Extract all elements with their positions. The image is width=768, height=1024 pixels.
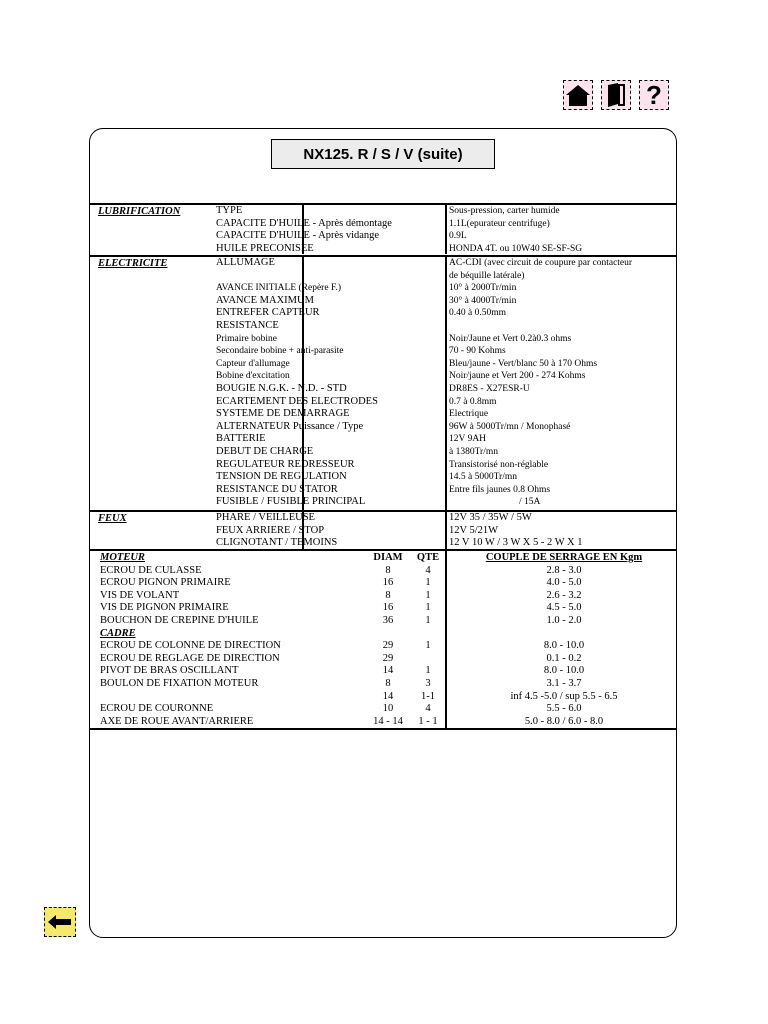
list-value: Noir/jaune et Vert 200 - 274 Kohms — [449, 371, 586, 382]
row-qte: 1 — [425, 665, 431, 677]
table-row — [90, 565, 676, 578]
list-item: BATTERIE — [216, 433, 266, 445]
row-diam: 16 — [382, 602, 394, 614]
feux-label: FEUX — [98, 513, 127, 524]
top-navigation — [563, 80, 669, 110]
section-feux — [90, 510, 676, 549]
page-title: NX125. R / S / V (suite) — [271, 139, 495, 169]
row-qte: 1 — [425, 589, 431, 601]
row-name: BOULON DE FIXATION MOTEUR — [100, 677, 259, 689]
row-couple: 4.5 - 5.0 — [546, 602, 582, 614]
table-row — [90, 615, 676, 628]
row-couple: 3.1 - 3.7 — [546, 677, 582, 689]
list-item: PHARE / VEILLEUSE — [216, 512, 315, 523]
row-couple: 8.0 - 10.0 — [543, 640, 585, 652]
table-bottom-divider — [90, 728, 676, 730]
row-diam: 29 — [382, 652, 394, 664]
list-item: ALTERNATEUR Puissance / Type — [216, 420, 364, 432]
diam-header: DIAM — [373, 552, 403, 563]
row-couple: 0.1 - 0.2 — [546, 652, 582, 664]
list-value: Noir/Jaune et Vert 0.2à0.3 ohms — [449, 333, 572, 344]
row-qte: 1 — [425, 602, 431, 614]
book-button[interactable] — [601, 80, 631, 110]
cadre-header-row — [90, 628, 676, 641]
list-item: CAPACITE D'HUILE - Après vidange — [216, 230, 380, 242]
row-name: AXE DE ROUE AVANT/ARRIERE — [100, 715, 254, 727]
feux-values — [449, 512, 675, 550]
list-value: Bleu/jaune - Vert/blanc 50 à 170 Ohms — [449, 358, 598, 369]
section-lubrification — [90, 203, 676, 254]
list-value — [449, 320, 675, 333]
list-item: TYPE — [216, 205, 243, 216]
lubrification-items — [216, 205, 446, 255]
list-value: de béquille latérale) — [449, 270, 525, 281]
list-value: 12V 35 / 35W / 5W — [449, 512, 532, 523]
list-item — [216, 270, 446, 283]
moteur-header-row — [90, 552, 676, 565]
row-couple: 8.0 - 10.0 — [543, 665, 585, 677]
back-arrow-icon — [47, 912, 73, 932]
table-row — [90, 703, 676, 716]
list-item: DEBUT DE CHARGE — [216, 445, 314, 457]
help-icon: ? — [646, 80, 662, 110]
row-name: VIS DE PIGNON PRIMAIRE — [100, 602, 229, 614]
electricite-values — [449, 257, 675, 509]
row-name: VIS DE VOLANT — [100, 589, 180, 601]
list-value: Entre fils jaunes 0.8 Ohms — [449, 484, 551, 495]
list-item: FEUX ARRIERE / STOP — [216, 524, 325, 536]
list-item: SYSTEME DE DEMARRAGE — [216, 408, 350, 420]
row-couple: 2.6 - 3.2 — [546, 589, 582, 601]
list-value: 10° à 2000Tr/min — [449, 283, 517, 294]
list-item: ECARTEMENT DES ELECTRODES — [216, 395, 378, 407]
section-moteur — [90, 549, 676, 728]
list-value: DR8ES - X27ESR-U — [449, 383, 530, 394]
electricite-label: ELECTRICITE — [98, 258, 168, 269]
row-diam: 36 — [382, 614, 394, 626]
electricite-items — [216, 257, 446, 509]
section-electricite — [90, 255, 676, 510]
list-value: 0.9L — [449, 231, 467, 242]
list-value: 70 - 90 Kohms — [449, 346, 506, 357]
row-diam: 8 — [385, 677, 391, 689]
row-name: ECROU PIGNON PRIMAIRE — [100, 577, 231, 589]
list-item: Capteur d'allumage — [216, 358, 290, 369]
row-diam: 14 — [382, 665, 394, 677]
row-qte: 1 — [425, 614, 431, 626]
list-value: 0.7 à 0.8mm — [449, 396, 497, 407]
list-item: Bobine d'excitation — [216, 371, 290, 382]
qte-header: QTE — [416, 552, 440, 563]
moteur-table — [90, 552, 676, 728]
back-button[interactable] — [44, 907, 76, 937]
table-row — [90, 716, 676, 729]
row-qte: 1 — [425, 640, 431, 652]
home-button[interactable] — [563, 80, 593, 110]
table-row — [90, 678, 676, 691]
list-item: AVANCE MAXIMUM — [216, 294, 314, 306]
list-item: HUILE PRECONISEE — [216, 242, 314, 254]
table-row — [90, 590, 676, 603]
row-name: BOUCHON DE CREPINE D'HUILE — [100, 614, 259, 626]
list-value: HONDA 4T. ou 10W40 SE-SF-SG — [449, 243, 583, 254]
row-couple: 1.0 - 2.0 — [546, 614, 582, 626]
list-value: 12V 5/21W — [449, 524, 499, 536]
list-item: Secondaire bobine + anti-parasite — [216, 346, 344, 357]
row-diam: 16 — [382, 577, 394, 589]
moteur-label: MOTEUR — [100, 552, 145, 563]
row-qte: 1 — [425, 577, 431, 589]
list-item: BOUGIE N.G.K. - N.D. - STD — [216, 382, 347, 394]
row-diam: 14 - 14 — [373, 715, 403, 727]
row-qte: 3 — [425, 677, 431, 689]
row-diam: 10 — [382, 703, 394, 715]
list-value: AC-CDI (avec circuit de coupure par contacteur — [449, 258, 633, 268]
list-item: CLIGNOTANT / TEMOINS — [216, 537, 338, 549]
list-value: 14.5 à 5000Tr/mn — [449, 472, 518, 483]
row-diam: 8 — [385, 564, 391, 576]
table-row — [90, 640, 676, 653]
lubrification-label: LUBRIFICATION — [98, 206, 181, 217]
couple-header: COUPLE DE SERRAGE EN Kgm — [485, 552, 643, 563]
book-icon — [604, 82, 628, 108]
list-item: ENTREFER CAPTEUR — [216, 307, 320, 319]
row-diam: 29 — [382, 640, 394, 652]
row-couple: 4.0 - 5.0 — [546, 577, 582, 589]
table-row — [90, 665, 676, 678]
list-item: ALLUMAGE — [216, 257, 275, 268]
list-value: à 1380Tr/mn — [449, 446, 499, 457]
row-diam: 8 — [385, 589, 391, 601]
row-name: ECROU DE REGLAGE DE DIRECTION — [100, 652, 280, 664]
feux-items — [216, 512, 446, 550]
lubrification-values — [449, 205, 675, 255]
list-value: 12 V 10 W / 3 W X 5 - 2 W X 1 — [449, 537, 583, 549]
list-value: 0.40 à 0.50mm — [449, 308, 506, 319]
row-qte: 4 — [425, 703, 431, 715]
list-item: RESISTANCE DU STATOR — [216, 483, 338, 495]
list-value: / 15A — [519, 497, 541, 508]
list-value: 30° à 4000Tr/min — [449, 295, 517, 306]
list-item: RESISTANCE — [216, 319, 279, 331]
list-item: REGULATEUR REDRESSEUR — [216, 458, 355, 470]
table-row — [90, 691, 676, 704]
list-item: FUSIBLE / FUSIBLE PRINCIPAL — [216, 496, 366, 508]
list-item: CAPACITE D'HUILE - Après démontage — [216, 217, 392, 229]
list-item: AVANCE INITIALE (Repère F.) — [216, 283, 342, 294]
row-qte: 4 — [425, 564, 431, 576]
list-item: TENSION DE REGULATION — [216, 471, 347, 483]
row-diam: 14 — [382, 690, 394, 702]
row-qte: 1-1 — [421, 690, 435, 702]
row-couple: 5.5 - 6.0 — [546, 703, 582, 715]
row-name: PIVOT DE BRAS OSCILLANT — [100, 665, 239, 677]
row-name: ECROU DE COURONNE — [100, 703, 214, 715]
row-couple: 5.0 - 8.0 / 6.0 - 8.0 — [524, 715, 604, 727]
list-value: 96W à 5000Tr/mn / Monophasé — [449, 421, 571, 432]
table-row — [90, 602, 676, 615]
row-qte: 1 - 1 — [418, 715, 438, 727]
list-value: Transistorisé non-réglable — [449, 459, 549, 470]
list-item: Primaire bobine — [216, 333, 277, 344]
cadre-label: CADRE — [100, 627, 136, 639]
list-value: Sous-pression, carter humide — [449, 206, 560, 216]
list-value: Electrique — [449, 409, 489, 420]
row-couple: inf 4.5 -5.0 / sup 5.5 - 6.5 — [510, 690, 618, 702]
list-value: 1.1L(epurateur centrifuge) — [449, 218, 550, 229]
table-row — [90, 577, 676, 590]
list-value: 12V 9AH — [449, 434, 487, 445]
row-name: ECROU DE CULASSE — [100, 564, 202, 576]
table-row — [90, 653, 676, 666]
row-name: ECROU DE COLONNE DE DIRECTION — [100, 640, 281, 652]
row-couple: 2.8 - 3.0 — [546, 564, 582, 576]
home-icon — [565, 83, 591, 107]
help-button[interactable] — [639, 80, 669, 110]
